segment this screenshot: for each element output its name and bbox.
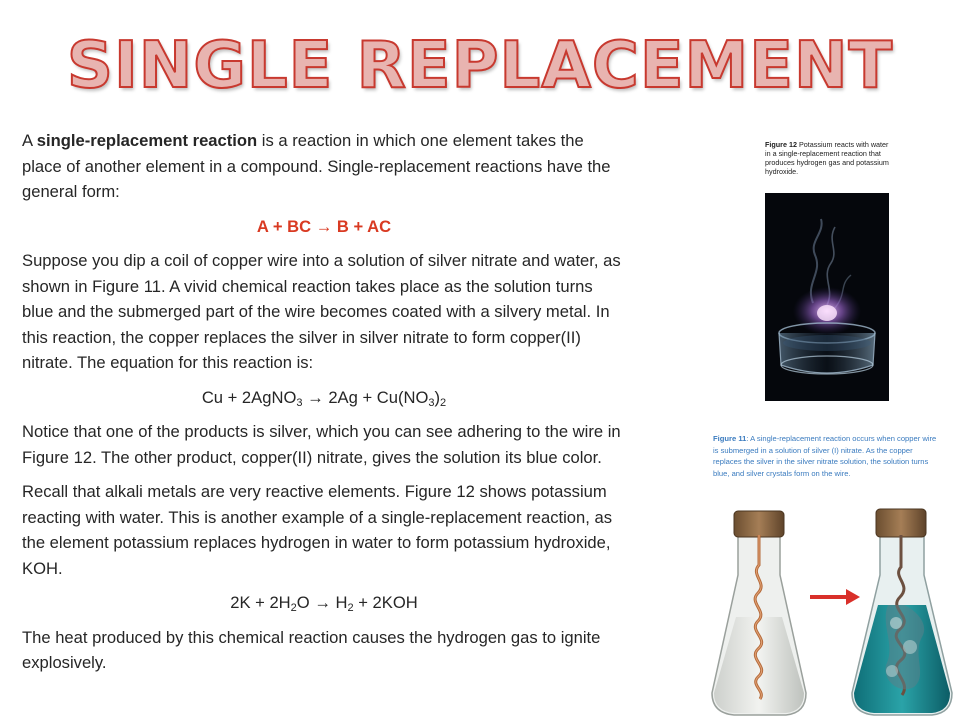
reaction-arrow-icon: →: [309, 593, 336, 612]
red-arrow-icon: [810, 589, 860, 605]
figure-12-caption: Figure 12 Potassium reacts with water in a single-replacement reaction that produces hydrogen gas and potassium hydroxide.: [765, 140, 889, 176]
potassium-water-photo: [765, 193, 889, 401]
paragraph-heat: The heat produced by this chemical reaction causes the hydrogen gas to ignite explosively.: [22, 627, 601, 672]
paragraph-potassium: Recall that alkali metals are very reactive elements. Figure 12 shows potassium reacting with water. This is another example of a single-replacement reaction, as the element potassium replaces hydrogen in water to form potassium hydroxide, KOH.: [22, 482, 612, 578]
paragraph-silver: Notice that one of the products is silver, which you can see adhering to the wire in Figure 12. The other product, copper(II) nitrate, gives the solution its blue color.: [22, 422, 621, 467]
paragraph-definition: [22, 128, 626, 205]
copper-equation: Cu + 2AgNO$_3$ → $2Ag + Cu(NO_3)_2$: [201, 387, 447, 409]
definition-prefix: A: [22, 131, 37, 150]
paragraph-copper: Suppose you dip a coil of copper wire into a solution of silver nitrate and water, as shown in Figure 11. A vivid chemical reaction takes place as the solution turns blue and the submerged part of the wire becomes coated with a silvery metal. In this reaction, the copper replaces the silver in silver nitrate to form copper(II) nitrate. The equation for this reaction is:: [22, 251, 621, 372]
figure-11-caption: Figure 11: A single-replacement reaction occurs when copper wire is submerged in a solution of silver (I) nitrate. As the copper replaces the silver in the silver nitrate solution, the solution turns blue, and silver crystals form on the wire.: [713, 434, 937, 478]
definition-rest: is a reaction in which one element takes the place of another element in a compound. Single-replacement reactions have the general form:: [22, 131, 611, 201]
reaction-arrow-icon: →: [302, 387, 329, 407]
flask-after: [852, 509, 952, 715]
copper-silver-nitrate-flasks-photo: [700, 505, 960, 720]
potassium-equation: $2K + 2H_2O \to H_2 + 2KOH$: [230, 593, 418, 614]
body-text: [22, 128, 626, 685]
page-title: SINGLE REPLACEMENT: [66, 29, 894, 103]
general-form-equation: A + BC → B + AC: [256, 216, 392, 236]
term-single-replacement: single-replacement reaction: [36, 131, 258, 150]
flask-before: [712, 511, 806, 715]
figure-12: [765, 140, 891, 402]
